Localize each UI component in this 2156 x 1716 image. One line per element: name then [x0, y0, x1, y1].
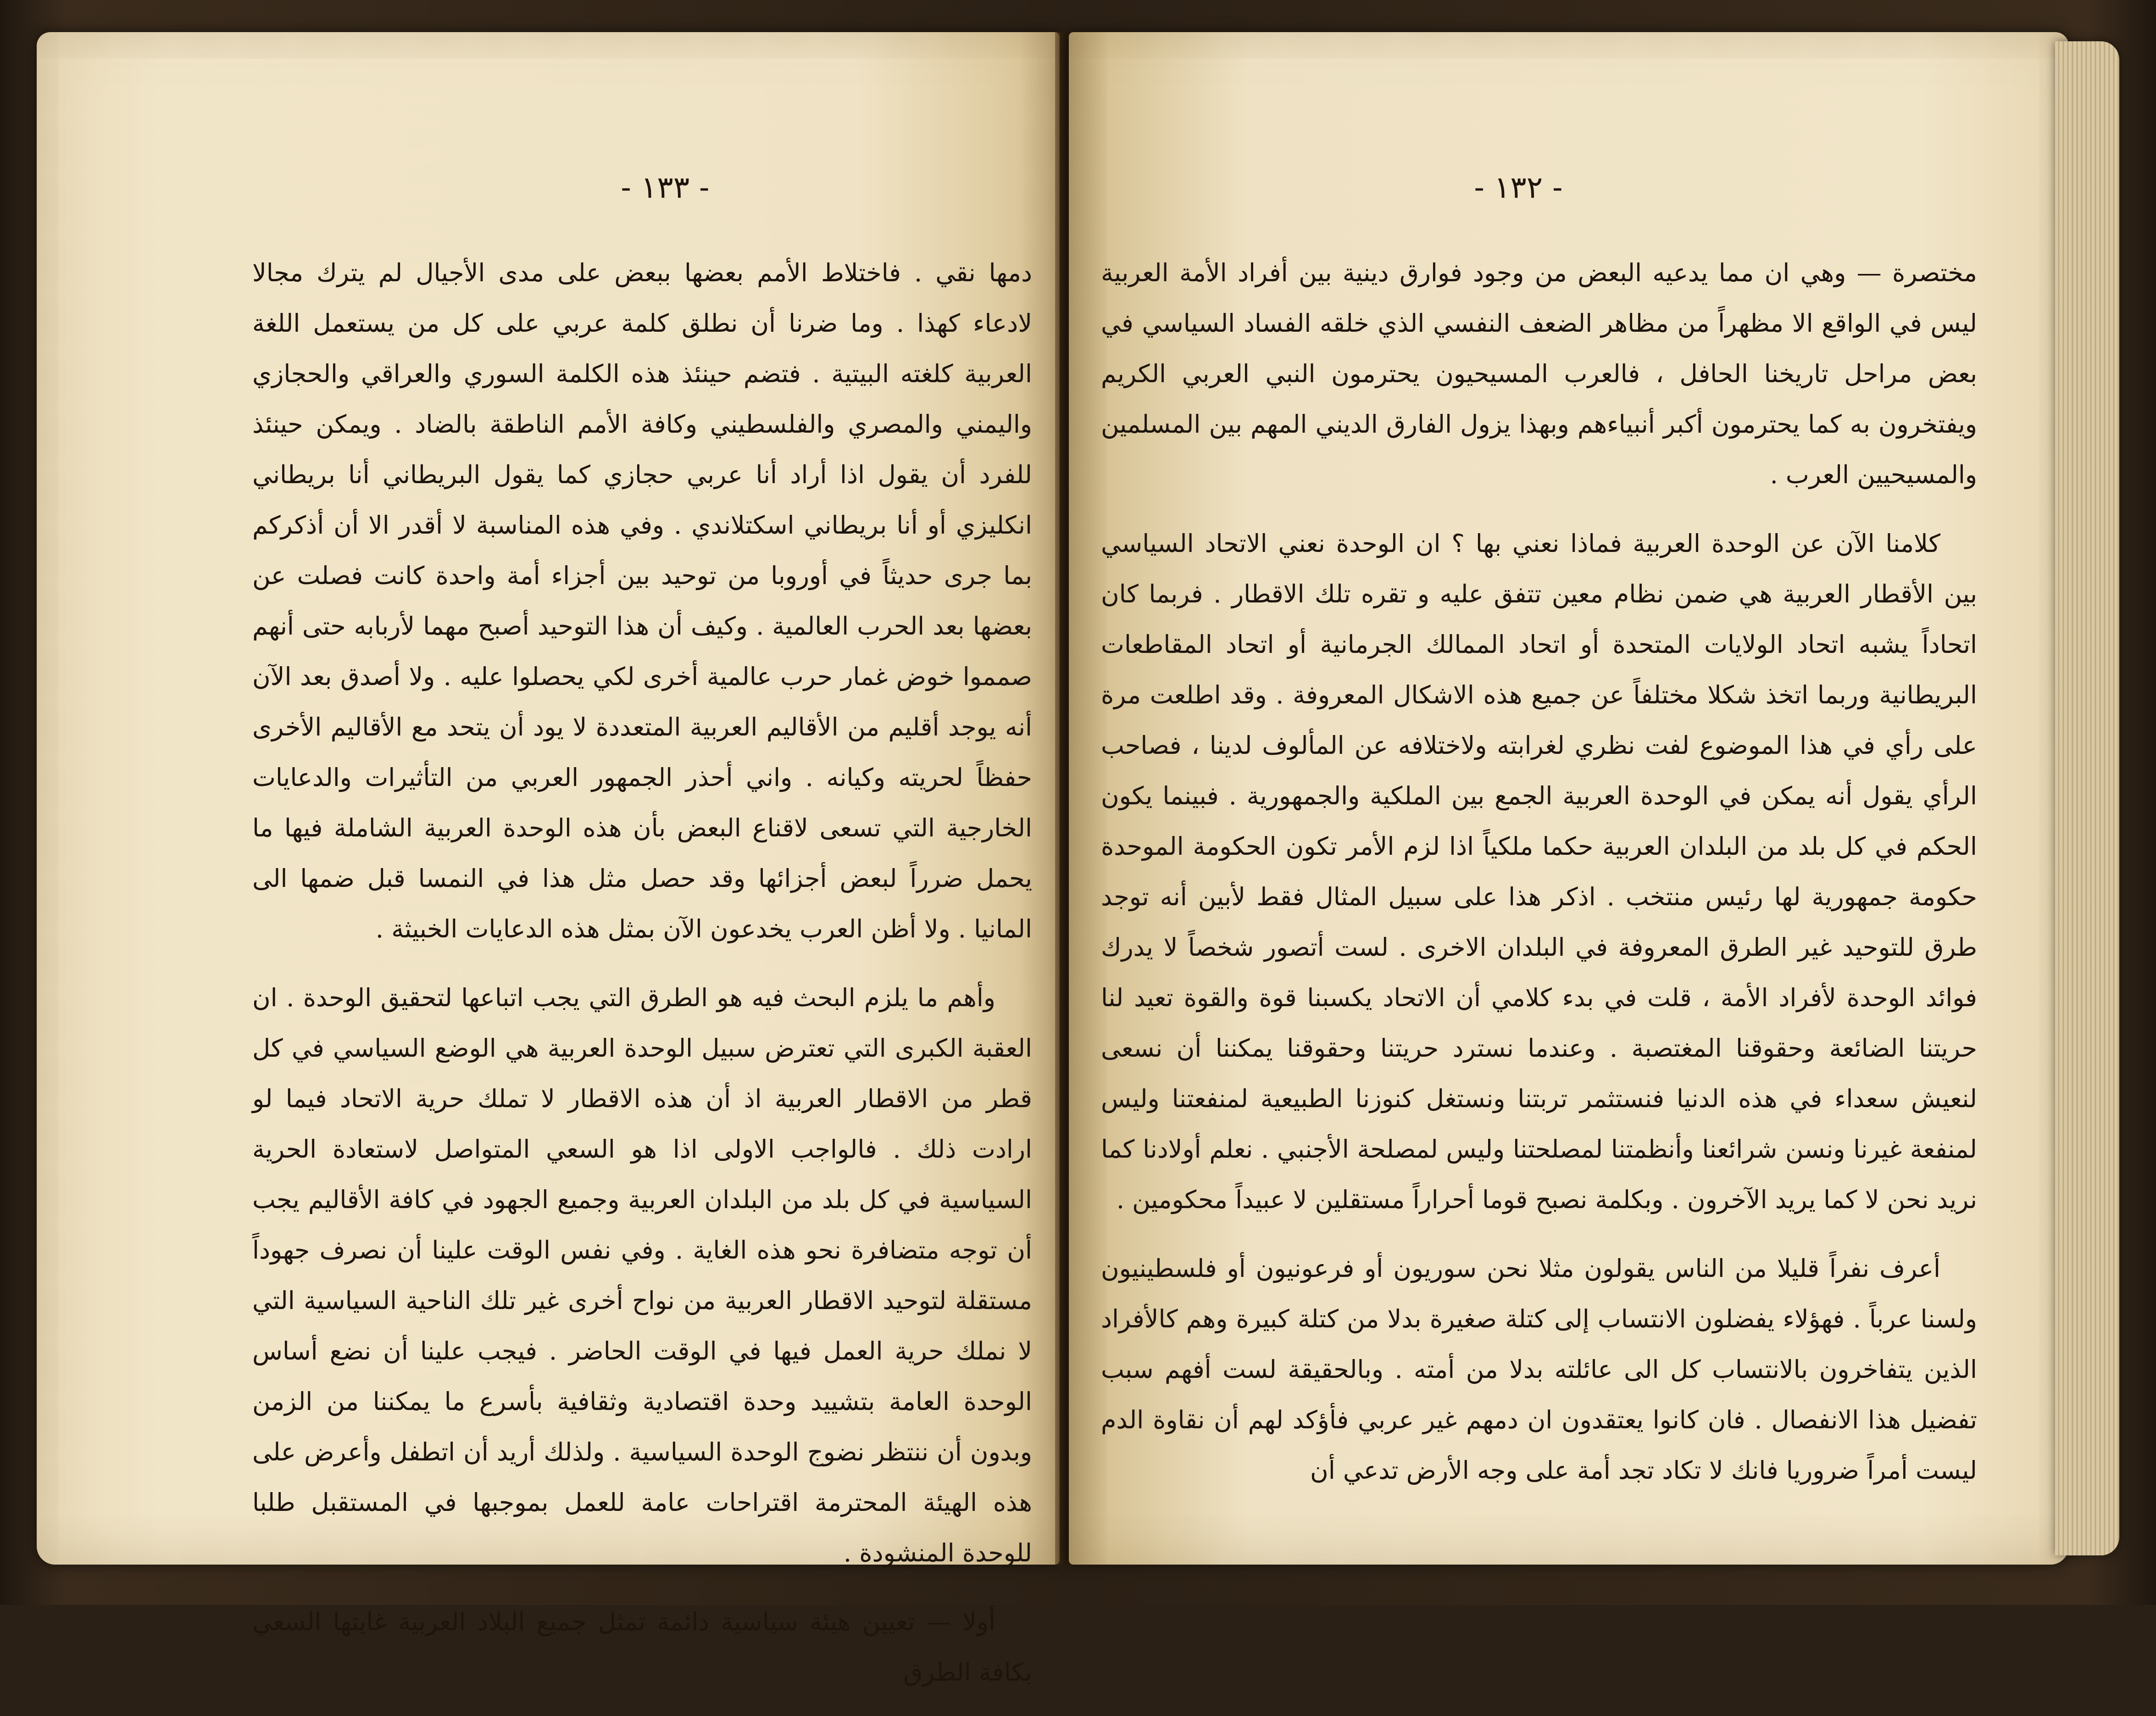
right-page: [1069, 32, 2069, 1565]
right-paragraph-2: كلامنا الآن عن الوحدة العربية فماذا نعني بها ؟ ان الوحدة نعني الاتحاد السياسي بين الأقطار العربية هي ضمن نظام معين تتفق عليه و تقره تلك الاقطار . فربما كان اتحاداً يشبه اتحاد الولايات المتحدة أو اتحاد الممالك الجرمانية أو اتحاد المقاطعات البريطانية وربما اتخذ شكلا مختلفاً عن جميع هذه الاشكال المعروفة . وقد اطلعت مرة على رأي في هذا الموضوع لفت نظري لغرابته ولاختلافه عن المألوف لدينا ، فصاحب الرأي يقول أنه يمكن في الوحدة العربية الجمع بين الملكية والجمهورية . فبينما يكون الحكم في كل بلد من البلدان العربية حكما ملكياً اذا لزم الأمر تكون الحكومة الموحدة حكومة جمهورية لها رئيس منتخب . اذكر هذا على سبيل المثال فقط لأبين أنه توجد طرق للتوحيد غير الطرق المعروفة في البلدان الاخرى . لست أتصور شخصاً لا يدرك فوائد الوحدة لأفراد الأمة ، قلت في بدء كلامي أن الاتحاد يكسبنا قوة والقوة تعيد لنا حريتنا الضائعة وحقوقنا المغتصبة . وعندما نسترد حريتنا وحقوقنا يمكننا أن نسعى لنعيش سعداء في هذه الدنيا فنستثمر تربتنا ونستغل كنوزنا الطبيعية لمنفعتنا وليس لمنفعة غيرنا ونسن شرائعنا وأنظمتنا لمصلحتنا وليس لمصلحة الأجنبي . نعلم أولادنا كما نريد نحن لا كما يريد الآخرون . وبكلمة نصبح قوما أحراراً مستقلين لا عبيداً محكومين .: [1101, 529, 1977, 1214]
left-page: [37, 32, 1060, 1687]
page-edges: [2055, 41, 2119, 1555]
left-page-number: - ١٣٣ -: [621, 170, 710, 205]
right-page-body: [1101, 248, 1977, 1514]
left-page-body: [252, 248, 1032, 1716]
left-paragraph-2: وأهم ما يلزم البحث فيه هو الطرق التي يجب اتباعها لتحقيق الوحدة . ان العقبة الكبرى التي تعترض سبيل الوحدة العربية هي الوضع السياسي في كل قطر من الاقطار العربية اذ أن هذه الاقطار لا تملك حرية الاتحاد فيما لو ارادت ذلك . فالواجب الاولى اذا هو السعي المتواصل لاستعادة الحرية السياسية في كل بلد من البلدان العربية وجميع الجهود في كافة الأقاليم يجب أن توجه متضافرة نحو هذه الغاية . وفي نفس الوقت علينا أن نصرف جهوداً مستقلة لتوحيد الاقطار العربية من نواح أخرى غير تلك الناحية السياسية التي لا نملك حرية العمل فيها في الوقت الحاضر . فيجب علينا أن نضع أساس الوحدة العامة بتشييد وحدة اقتصادية وثقافية بأسرع ما يمكننا من الزمن وبدون أن ننتظر نضوج الوحدة السياسية . ولذلك أريد أن اتطفل وأعرض على هذه الهيئة المحترمة اقتراحات عامة للعمل بموجبها في المستقبل طلبا للوحدة المنشودة .: [252, 983, 1032, 1567]
right-page-number: - ١٣٢ -: [1474, 170, 1563, 205]
left-paragraph-1: دمها نقي . فاختلاط الأمم بعضها ببعض على مدى الأجيال لم يترك مجالا لادعاء كهذا . وما ضرنا أن نطلق كلمة عربي على كل من يستعمل اللغة العربية كلغته البيتية . فتضم حينئذ هذه الكلمة السوري والعراقي والحجازي واليمني والمصري والفلسطيني وكافة الأمم الناطقة بالضاد . ويمكن حينئذ للفرد أن يقول اذا أراد أنا عربي حجازي كما يقول البريطاني أنا بريطاني انكليزي أو أنا بريطاني اسكتلاندي . وفي هذه المناسبة لا أقدر الا أن أذكركم بما جرى حديثاً في أوروبا من توحيد بين أجزاء أمة واحدة كانت فصلت عن بعضها بعد الحرب العالمية . وكيف أن هذا التوحيد أصبح مهما لأربابه حتى أنهم صمموا خوض غمار حرب عالمية أخرى لكي يحصلوا عليه . ولا أصدق بعد الآن أنه يوجد أقليم من الأقاليم العربية المتعددة لا يود أن يتحد مع الأقاليم الأخرى حفظاً لحريته وكيانه . واني أحذر الجمهور العربي من التأثيرات والدعايات الخارجية التي تسعى لاقناع البعض بأن هذه الوحدة العربية الشاملة فيها ما يحمل ضرراً لبعض أجزائها وقد حصل مثل هذا في النمسا قبل ضمها الى المانيا . ولا أظن العرب يخدعون الآن بمثل هذه الدعايات الخبيثة .: [252, 258, 1032, 943]
right-paragraph-3: أعرف نفراً قليلا من الناس يقولون مثلا نحن سوريون أو فرعونيون أو فلسطينيون ولسنا عرباً . فهؤلاء يفضلون الانتساب إلى كتلة صغيرة بدلا من كتلة كبيرة وهم كالأفراد الذين يتفاخرون بالانتساب كل الى عائلته بدلا من أمته . وبالحقيقة لست أفهم سبب تفضيل هذا الانفصال . فان كانوا يعتقدون ان دمهم غير عربي فأؤكد لهم أن نقاوة الدم ليست أمراً ضروريا فانك لا تكاد تجد أمة على وجه الأرض تدعي أن: [1101, 1254, 1977, 1485]
right-paragraph-1: مختصرة — وهي ان مما يدعيه البعض من وجود فوارق دينية بين أفراد الأمة العربية ليس في الواقع الا مظهراً من مظاهر الضعف النفسي الذي خلقه الفساد السياسي في بعض مراحل تاريخنا الحافل ، فالعرب المسيحيون يحترمون النبي العربي الكريم ويفتخرون به كما يحترمون أكبر أنبياءهم وبهذا يزول الفارق الديني المهم بين المسلمين والمسيحيين العرب .: [1101, 258, 1977, 489]
left-paragraph-3: أولا — تعيين هيئة سياسية دائمة تمثل جميع البلاد العربية غايتها السعي بكافة الطرق: [252, 1607, 1032, 1687]
